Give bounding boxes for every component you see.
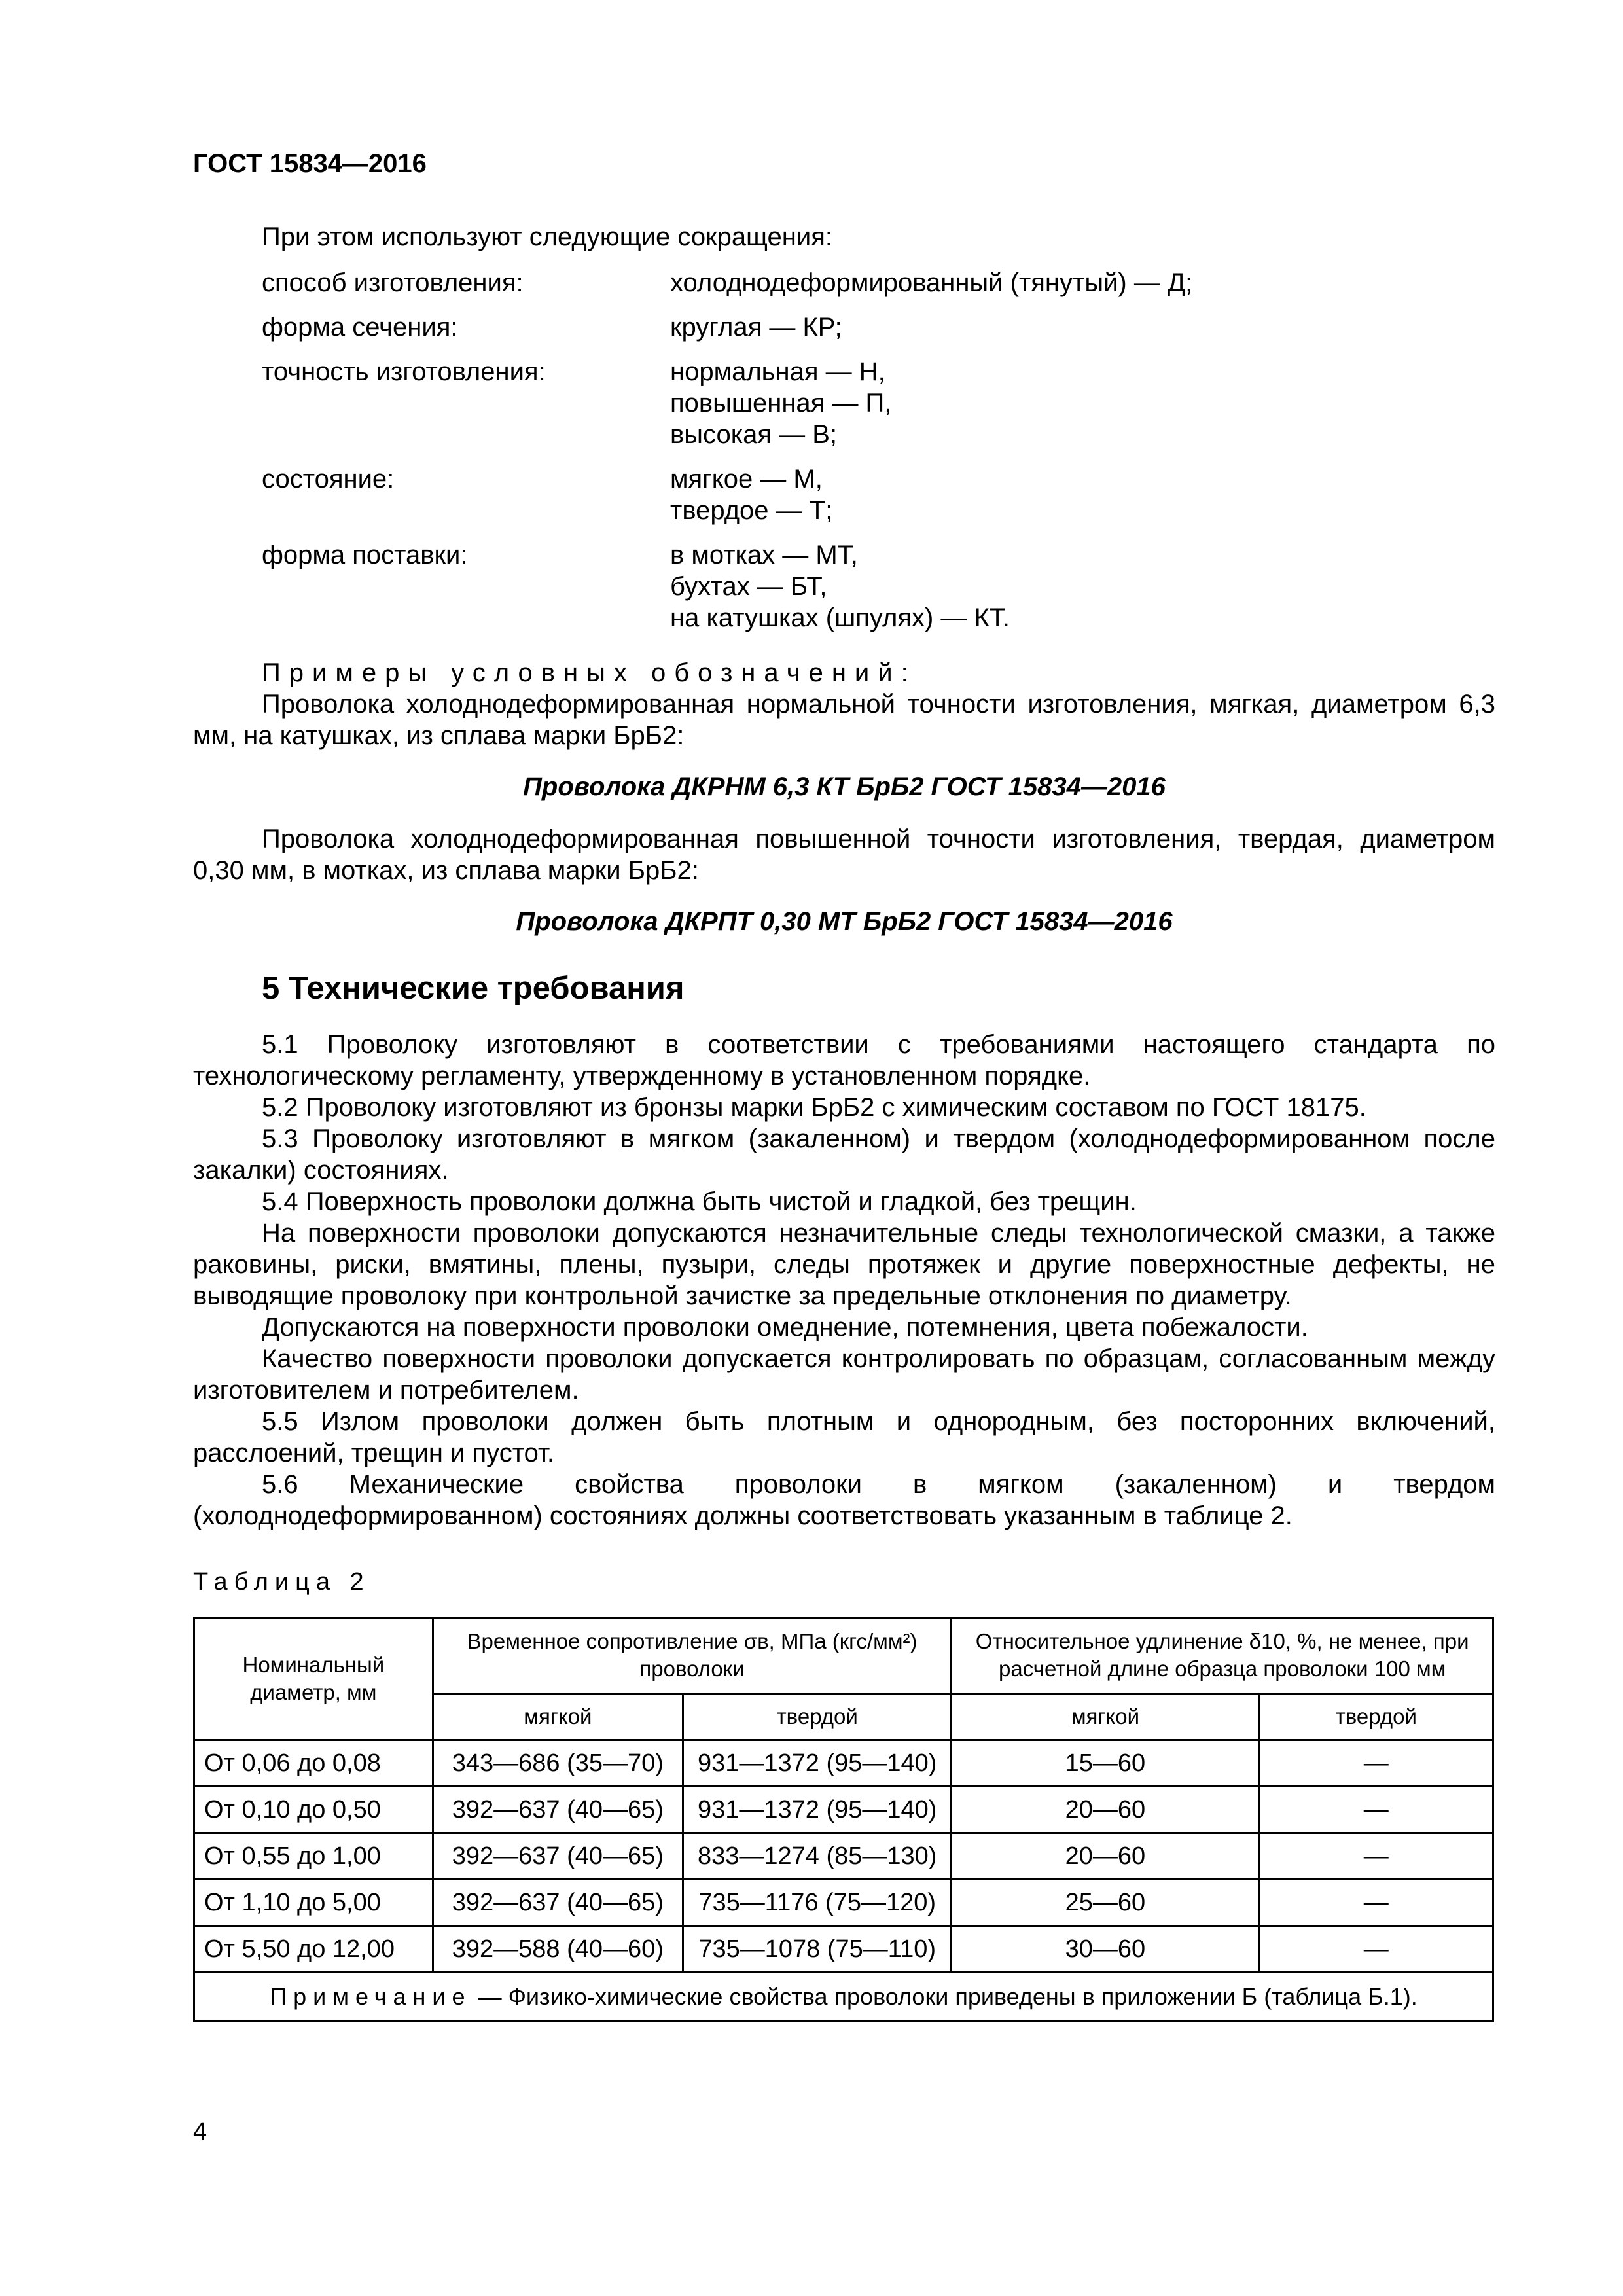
cell-diameter: От 5,50 до 12,00: [194, 1926, 433, 1973]
cell-diameter: От 0,55 до 1,00: [194, 1833, 433, 1880]
abbr-term: форма поставки:: [262, 541, 468, 569]
cell-strength-soft: 392—588 (40—60): [433, 1926, 683, 1973]
cell-elongation-hard: —: [1259, 1833, 1493, 1880]
cell-elongation-soft: 20—60: [952, 1833, 1259, 1880]
example-2-designation: Проволока ДКРПТ 0,30 МТ БрБ2 ГОСТ 15834—2016: [516, 907, 1173, 936]
abbr-value: круглая — КР;: [670, 313, 842, 342]
table-row: [194, 1880, 1493, 1926]
abbr-value: повышенная — П,: [670, 389, 892, 418]
abbr-row: [262, 463, 1505, 526]
requirement-paragraph: 5.5 Излом проволоки должен быть плотным и однородным, без посторонних включений, расслоений, трещин и пустот.: [193, 1407, 1495, 1467]
abbreviations-list: [262, 267, 1505, 647]
header-hard: твердой: [683, 1693, 952, 1740]
abbr-value: в мотках — МТ,: [670, 541, 858, 569]
cell-strength-soft: 392—637 (40—65): [433, 1787, 683, 1833]
cell-diameter: От 0,10 до 0,50: [194, 1787, 433, 1833]
table-note-row: [194, 1973, 1493, 2022]
requirement-paragraph: 5.2 Проволоку изготовляют из бронзы марки БрБ2 с химическим составом по ГОСТ 18175.: [262, 1093, 1366, 1122]
table-row: [194, 1740, 1493, 1787]
example-1-text: Проволока холоднодеформированная нормальной точности изготовления, мягкая, диаметром 6,3 мм, на катушках, из сплава марки БрБ2:: [193, 690, 1495, 750]
cell-elongation-soft: 25—60: [952, 1880, 1259, 1926]
requirement-paragraph: 5.6 Механические свойства проволоки в мягком (закаленном) и твердом (холоднодеформированном) состояниях должны соответствовать указанным в таблице 2.: [193, 1470, 1495, 1530]
abbr-value: твердое — Т;: [670, 496, 833, 525]
table-row: [194, 1926, 1493, 1973]
requirement-paragraph: Допускаются на поверхности проволоки омеднение, потемнения, цвета побежалости.: [262, 1313, 1308, 1342]
header-soft: мягкой: [952, 1693, 1259, 1740]
section-title: 5 Технические требования: [262, 971, 685, 1006]
abbr-values: [670, 539, 1010, 634]
cell-diameter: От 0,06 до 0,08: [194, 1740, 433, 1787]
requirement-paragraph: Качество поверхности проволоки допускается контролировать по образцам, согласованным между изготовителем и потребителем.: [193, 1344, 1495, 1405]
abbr-value: бухтах — БТ,: [670, 572, 827, 601]
requirement-paragraph: 5.3 Проволоку изготовляют в мягком (закаленном) и твердом (холоднодеформированном после закалки) состояниях.: [193, 1124, 1495, 1185]
cell-strength-soft: 343—686 (35—70): [433, 1740, 683, 1787]
examples-heading: Примеры условных обозначений:: [262, 658, 917, 687]
cell-elongation-hard: —: [1259, 1880, 1493, 1926]
cell-elongation-hard: —: [1259, 1926, 1493, 1973]
cell-strength-hard: 931—1372 (95—140): [683, 1740, 952, 1787]
note-text: — Физико-химические свойства проволоки приведены в приложении Б (таблица Б.1).: [471, 1983, 1418, 2010]
abbr-term: форма сечения:: [262, 313, 458, 342]
table-row: [194, 1833, 1493, 1880]
abbr-term: состояние:: [262, 465, 395, 493]
abbr-term: точность изготовления:: [262, 357, 546, 386]
table-note: [194, 1973, 1493, 2022]
note-label: Примечание: [270, 1983, 472, 2010]
requirements-text: [193, 1029, 1495, 1532]
abbr-term: способ изготовления:: [262, 268, 524, 297]
page-number: 4: [193, 2118, 207, 2145]
abbr-values: [670, 267, 1192, 298]
header-diameter: Номинальный диаметр, мм: [194, 1618, 433, 1740]
cell-strength-soft: 392—637 (40—65): [433, 1880, 683, 1926]
cell-strength-hard: 735—1176 (75—120): [683, 1880, 952, 1926]
cell-elongation-hard: —: [1259, 1787, 1493, 1833]
abbr-value: на катушках (шпулях) — КТ.: [670, 603, 1010, 632]
cell-elongation-soft: 30—60: [952, 1926, 1259, 1973]
abbr-values: [670, 356, 891, 450]
table-row: [194, 1787, 1493, 1833]
abbr-row: [262, 312, 1505, 343]
abbreviations-intro: При этом используют следующие сокращения:: [262, 223, 832, 251]
cell-elongation-hard: —: [1259, 1740, 1493, 1787]
example-1-designation: Проволока ДКРНМ 6,3 КТ БрБ2 ГОСТ 15834—2016: [523, 772, 1166, 801]
abbr-values: [670, 463, 832, 526]
examples-block: [193, 657, 1495, 958]
abbr-value: высокая — В;: [670, 420, 837, 449]
cell-strength-hard: 931—1372 (95—140): [683, 1787, 952, 1833]
document-header: ГОСТ 15834—2016: [193, 149, 427, 178]
abbr-value: нормальная — Н,: [670, 357, 885, 386]
properties-table: [193, 1617, 1494, 2022]
abbr-row: [262, 267, 1505, 298]
abbr-row: [262, 356, 1505, 450]
abbr-value: холоднодеформированный (тянутый) — Д;: [670, 268, 1193, 297]
header-soft: мягкой: [433, 1693, 683, 1740]
requirement-paragraph: 5.4 Поверхность проволоки должна быть чистой и гладкой, без трещин.: [262, 1187, 1137, 1216]
cell-strength-hard: 735—1078 (75—110): [683, 1926, 952, 1973]
cell-elongation-soft: 20—60: [952, 1787, 1259, 1833]
requirement-paragraph: 5.1 Проволоку изготовляют в соответствии с требованиями настоящего стандарта по технологическому регламенту, утвержденному в установленном порядке.: [193, 1030, 1495, 1090]
cell-strength-hard: 833—1274 (85—130): [683, 1833, 952, 1880]
abbr-row: [262, 539, 1505, 634]
header-strength: Временное сопротивление σв, МПа (кгс/мм²) проволоки: [433, 1618, 952, 1694]
table-header-row: [194, 1618, 1493, 1694]
header-elongation: Относительное удлинение δ10, %, не менее, при расчетной длине образца проволоки 100 мм: [952, 1618, 1493, 1694]
header-hard: твердой: [1259, 1693, 1493, 1740]
abbr-value: мягкое — М,: [670, 465, 823, 493]
requirement-paragraph: На поверхности проволоки допускаются незначительные следы технологической смазки, а также раковины, риски, вмятины, плены, пузыри, следы протяжек и другие поверхностные дефекты, не выводящие проволоку при контрольной зачистке за предельные отклонения по диаметру.: [193, 1219, 1495, 1310]
abbr-values: [670, 312, 842, 343]
table-caption: Таблица 2: [193, 1568, 370, 1596]
cell-strength-soft: 392—637 (40—65): [433, 1833, 683, 1880]
cell-elongation-soft: 15—60: [952, 1740, 1259, 1787]
cell-diameter: От 1,10 до 5,00: [194, 1880, 433, 1926]
example-2-text: Проволока холоднодеформированная повышенной точности изготовления, твердая, диаметром 0,30 мм, в мотках, из сплава марки БрБ2:: [193, 825, 1495, 885]
